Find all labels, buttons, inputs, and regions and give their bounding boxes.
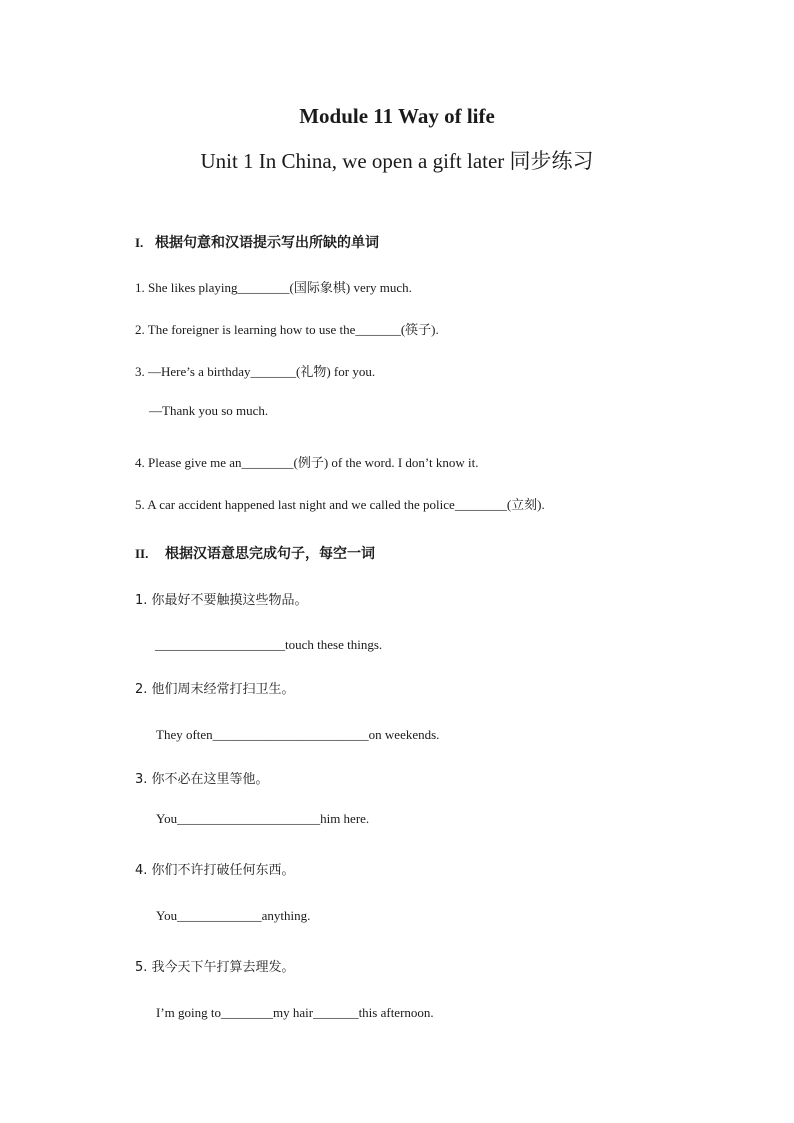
exercise-2-prompt-1: 1. 你最好不要触摸这些物品。: [135, 593, 308, 608]
section-2-heading: [135, 543, 375, 563]
exercise-1-item-5: 5. A car accident happened last night and we called the police________(立刻).: [135, 497, 545, 512]
exercise-1-item-2: 2. The foreigner is learning how to use the_______(筷子).: [135, 322, 439, 337]
document-subtitle: Unit 1 In China, we open a gift later 同步练习: [200, 149, 594, 173]
document-title: Module 11 Way of life: [299, 104, 495, 128]
exercise-2-answer-4: You_____________anything.: [156, 908, 311, 923]
section-1-number: I.: [135, 235, 144, 250]
section-1-title: 根据句意和汉语提示写出所缺的单词: [155, 235, 379, 251]
exercise-1-item-3-reply: —Thank you so much.: [149, 403, 269, 418]
exercise-2-prompt-2: 2. 他们周末经常打扫卫生。: [135, 682, 295, 697]
exercise-2-prompt-3: 3. 你不必在这里等他。: [135, 772, 269, 787]
exercise-2-prompt-4: 4. 你们不许打破任何东西。: [135, 863, 295, 878]
section-1-heading: [135, 232, 379, 252]
section-2-number: II.: [135, 546, 149, 561]
exercise-2-answer-2: They often________________________on weekends.: [156, 727, 440, 742]
exercise-2-answer-5: I’m going to________my hair_______this afternoon.: [156, 1005, 434, 1020]
exercise-1-item-4: 4. Please give me an________(例子) of the word. I don’t know it.: [135, 455, 479, 470]
exercise-1-item-1: 1. She likes playing________(国际象棋) very much.: [135, 280, 412, 295]
exercise-2-answer-3: You______________________him here.: [156, 811, 370, 826]
exercise-1-item-3: 3. —Here’s a birthday_______(礼物) for you.: [135, 364, 376, 379]
exercise-2-answer-1: ____________________touch these things.: [155, 637, 383, 652]
section-2-title: 根据汉语意思完成句子，每空一词: [165, 546, 375, 562]
exercise-2-prompt-5: 5. 我今天下午打算去理发。: [135, 960, 295, 975]
